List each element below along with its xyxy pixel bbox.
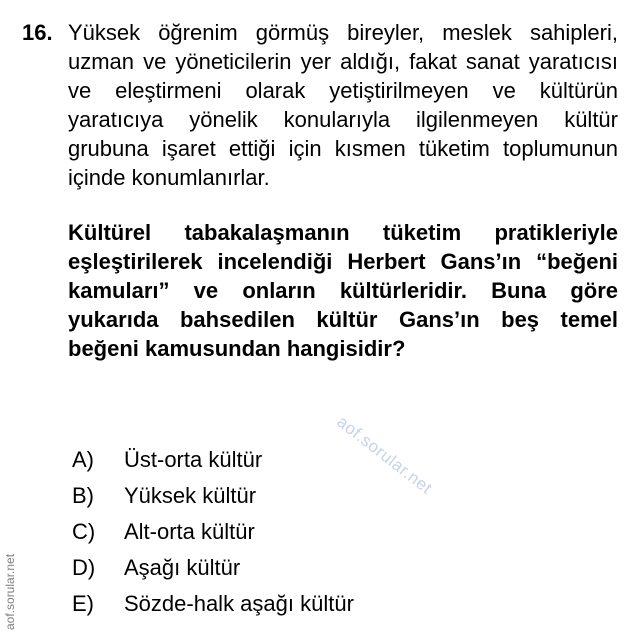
question-body <box>68 18 618 363</box>
option-text: Üst-orta kültür <box>124 447 263 472</box>
option-text: Yüksek kültür <box>124 483 257 508</box>
question-prompt: Kültürel tabakalaşmanın tüketim pratikleriyle eşleştirilerek incelendiği Herbert Gans’ın “beğeni kamuları” ve onların kültürleridir. Buna göre yukarıda bahsedilen kültür Gans’ın beş temel beğeni kamusundan hangisidir? <box>68 220 618 361</box>
question-stem: Yüksek öğrenim görmüş bireyler, meslek sahipleri, uzman ve yöneticilerin yer aldığı, fakat sanat yaratıcısı ve eleştirmeni olarak yetiştirilmeyen ve kültürün yaratıcıya yönelik konularıyla ilgilenmeyen kültür grubuna işaret ettiği için kısmen tüketim toplumunun içinde konumlanırlar. <box>68 20 618 190</box>
option-b[interactable] <box>72 478 354 514</box>
option-a[interactable] <box>72 442 354 478</box>
option-letter: E) <box>72 591 94 616</box>
option-text: Sözde-halk aşağı kültür <box>124 591 354 616</box>
option-text: Alt-orta kültür <box>124 519 255 544</box>
option-letter: B) <box>72 483 94 508</box>
option-e[interactable] <box>72 586 354 622</box>
answer-options <box>72 442 354 622</box>
option-letter: C) <box>72 519 96 544</box>
option-letter: D) <box>72 555 96 580</box>
option-letter: A) <box>72 447 94 472</box>
option-c[interactable] <box>72 514 354 550</box>
watermark-vertical: aof.sorular.net <box>3 553 17 630</box>
option-text: Aşağı kültür <box>124 555 241 580</box>
option-d[interactable] <box>72 550 354 586</box>
question-number: 16. <box>22 20 53 45</box>
watermark-diagonal: aof.sorular.net <box>333 412 436 498</box>
